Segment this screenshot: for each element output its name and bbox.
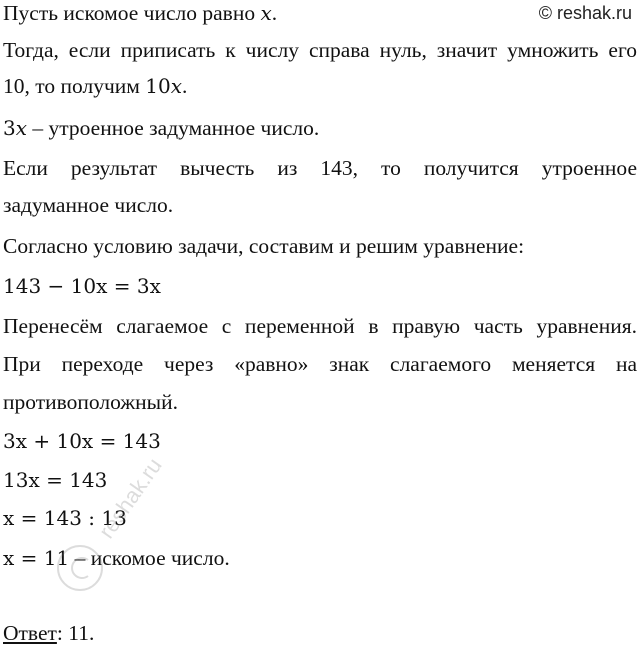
text-line-9: При переходе через «равно» знак слагаемого меняется на <box>3 352 637 376</box>
answer-value: : 11. <box>56 621 95 645</box>
text-line-5: Если результат вычесть из 143, то получится утроенное <box>3 156 637 180</box>
answer-line <box>3 620 94 646</box>
text-line-7: Согласно условию задачи, составим и решим уравнение: <box>3 234 525 258</box>
equation-5-text: – искомое число. <box>69 546 230 570</box>
line-3-end: . <box>181 74 188 98</box>
text-line-2: Тогда, если приписать к числу справа нуль, значит умножить его <box>3 38 637 62</box>
watermark-diagonal-text: reshak.ru <box>93 453 167 543</box>
equation-3: 13x = 143 <box>3 468 108 492</box>
text-line-4 <box>3 115 319 141</box>
text-line-8: Перенесём слагаемое с переменной в правую часть уравнения. <box>3 314 637 338</box>
equation-1: 143 − 10x = 3x <box>3 274 161 298</box>
copyright-watermark: © reshak.ru <box>538 3 632 23</box>
text-line-3 <box>3 73 187 99</box>
text-line-10: противоположный. <box>3 390 178 414</box>
line-3-math: 10x <box>145 74 182 98</box>
equation-2: 3x + 10x = 143 <box>3 429 161 453</box>
line-4-math: 3x <box>3 116 28 140</box>
equation-5-math: x = 11 <box>3 546 70 570</box>
line-3-text: 10, то получим <box>3 74 146 98</box>
line-1-end: . <box>271 1 278 25</box>
equation-4: x = 143 : 13 <box>3 506 127 530</box>
answer-label: Ответ <box>3 621 57 645</box>
line-1-variable: x <box>260 1 272 25</box>
text-line-1 <box>3 0 277 26</box>
equation-5 <box>3 545 230 571</box>
line-4-text: – утроенное задуманное число. <box>27 116 320 140</box>
text-line-6: задуманное число. <box>3 193 174 217</box>
line-1-text: Пусть искомое число равно <box>3 1 261 25</box>
